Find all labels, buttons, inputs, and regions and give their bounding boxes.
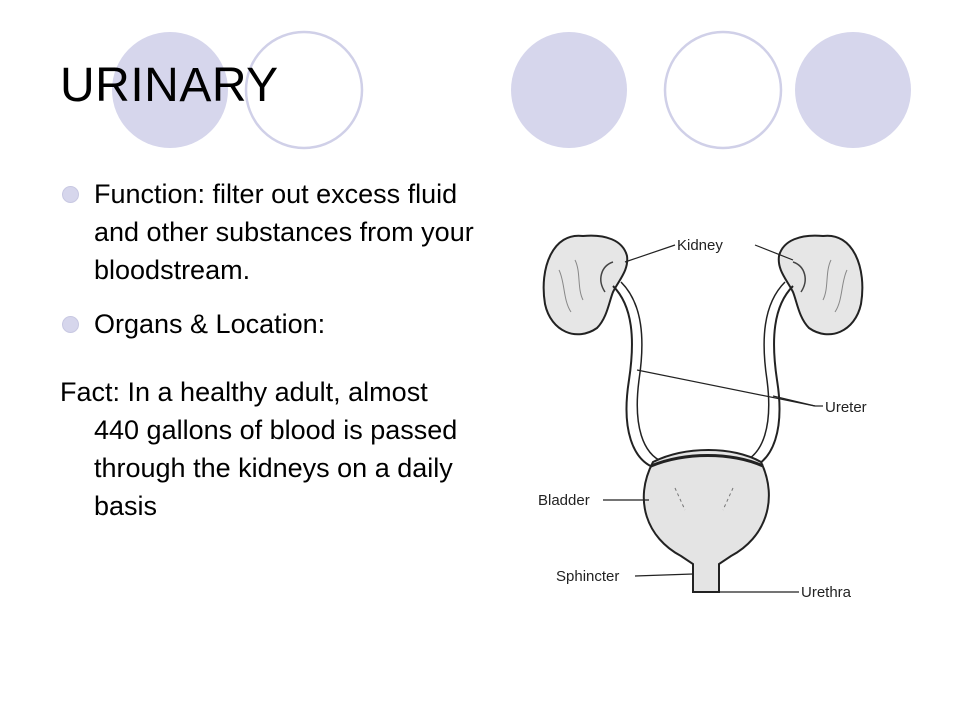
bladder-shape bbox=[644, 450, 769, 592]
label-kidney: Kidney bbox=[677, 237, 723, 254]
bullet-dot-icon bbox=[62, 186, 79, 203]
leader-kidney-left bbox=[625, 245, 675, 262]
fact-text: Fact: In a healthy adult, almost 440 gallons of blood is passed through the kidneys on a daily basis bbox=[60, 377, 458, 521]
kidney-right-shape bbox=[779, 236, 863, 335]
ureter-right bbox=[751, 286, 793, 468]
bullet-item-organs bbox=[60, 305, 480, 343]
label-urethra: Urethra bbox=[801, 584, 852, 601]
leader-ureter-left bbox=[637, 370, 815, 406]
bullet-dot-icon bbox=[62, 316, 79, 333]
bullet-text: Organs & Location: bbox=[94, 309, 326, 339]
bullet-list bbox=[60, 175, 480, 525]
deco-circle-outline-2 bbox=[665, 32, 781, 148]
ureter-left bbox=[613, 286, 655, 468]
leader-sphincter bbox=[635, 574, 693, 576]
label-bladder: Bladder bbox=[538, 492, 590, 509]
bullet-text: Function: filter out excess fluid and other substances from your bloodstream. bbox=[94, 179, 474, 285]
bullet-item-function bbox=[60, 175, 480, 289]
label-sphincter: Sphincter bbox=[556, 568, 620, 585]
deco-circle-filled-3 bbox=[795, 32, 911, 148]
urinary-diagram bbox=[525, 200, 895, 610]
label-ureter: Ureter bbox=[825, 399, 867, 416]
deco-circle-filled-2 bbox=[511, 32, 627, 148]
kidney-left-shape bbox=[544, 236, 628, 335]
slide-title: URINARY bbox=[60, 59, 279, 112]
